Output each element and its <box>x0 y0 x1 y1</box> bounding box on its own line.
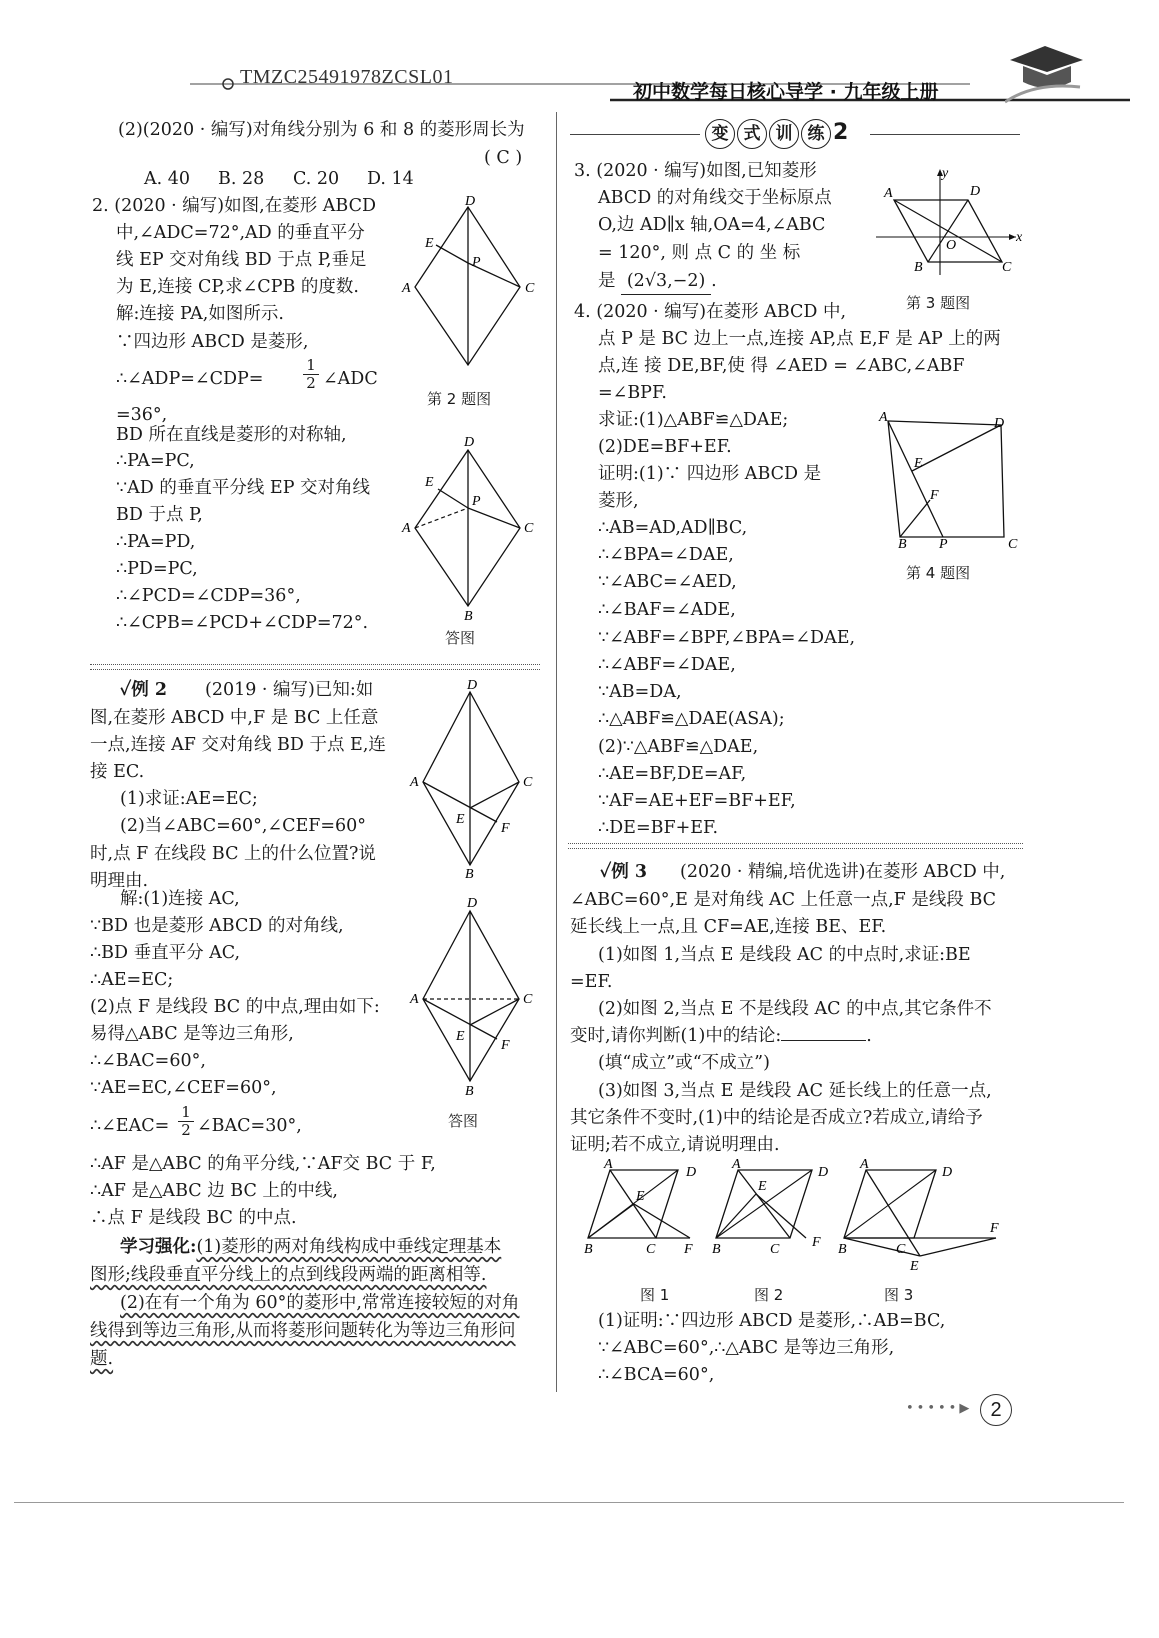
q4-proof-line: 菱形, <box>598 491 639 511</box>
ex3-caption-2: 图 2 <box>754 1286 784 1304</box>
q2-solution-line: ∴∠ADP=∠CDP= <box>116 369 264 389</box>
svg-text:C: C <box>1002 260 1012 275</box>
ex3-figure-3 <box>836 1158 1011 1273</box>
ex2-solution-line: 解:(1)连接 AC, <box>120 889 240 909</box>
q2-solution-line: ∴∠CPB=∠PCD+∠CDP=72°. <box>116 613 369 633</box>
q4-proof-line: ∴∠BPA=∠DAE, <box>598 545 734 565</box>
check-icon: ✓ <box>120 680 132 700</box>
q1-2-option-b: B. 28 <box>218 169 265 189</box>
section-char: 式 <box>737 119 767 149</box>
svg-text:A: A <box>402 521 411 536</box>
section-separator <box>568 848 1023 849</box>
svg-text:D: D <box>942 1165 953 1180</box>
section-separator <box>90 669 540 670</box>
q4-proof-line: (2)∵△ABF≌△DAE, <box>598 737 759 757</box>
q2-solution-line: ∴PA=PC, <box>116 451 195 471</box>
svg-text:A: A <box>402 281 411 296</box>
q2-solution-line: BD 所在直线是菱形的对称轴, <box>116 425 347 445</box>
svg-text:A: A <box>884 186 893 201</box>
svg-text:E: E <box>425 475 434 490</box>
q1-2-stem: (2)(2020 · 编写)对角线分别为 6 和 8 的菱形周长为 <box>118 120 525 140</box>
header-code: TMZC25491978ZCSL01 <box>240 66 454 88</box>
ex2-solution-line: ∴∠BAC=60°, <box>90 1051 206 1071</box>
ex2-line: 时,点 F 在线段 BC 上的什么位置?说 <box>90 844 376 864</box>
svg-text:F: F <box>930 488 939 503</box>
q3-line: = 120°, 则 点 C 的 坐 标 <box>598 243 801 263</box>
q4-proof-line: ∴AB=AD,AD∥BC, <box>598 518 748 538</box>
q4-caption: 第 4 题图 <box>906 564 971 582</box>
svg-text:C: C <box>1008 537 1018 550</box>
ex2-solution-line: ∴AE=EC; <box>90 970 174 990</box>
q4-line: =∠BPF. <box>598 383 667 403</box>
section-char: 变 <box>705 119 735 149</box>
ex2-solution-line: ∴BD 垂直平分 AC, <box>90 943 241 963</box>
q2-figure <box>398 195 548 375</box>
svg-text:D: D <box>994 416 1005 431</box>
svg-text:C: C <box>525 281 535 296</box>
ex2-line: 接 EC. <box>90 762 145 782</box>
ex2-line: (2019 · 编写)已知:如 <box>205 680 374 700</box>
study-line: (2)在有一个角为 60°的菱形中,常常连接较短的对角 <box>120 1293 520 1313</box>
ex3-proof-line: (1)证明:∵四边形 ABCD 是菱形,∴AB=BC, <box>598 1311 946 1331</box>
svg-text:A: A <box>410 775 419 790</box>
ex3-line: ∠ABC=60°,E 是对角线 AC 上任意一点,F 是线段 BC <box>570 890 997 910</box>
q4-proof-line: ∴∠ABF=∠DAE, <box>598 655 736 675</box>
svg-text:C: C <box>523 992 533 1007</box>
svg-text:A: A <box>604 1158 613 1172</box>
svg-text:E: E <box>425 236 434 251</box>
svg-text:A: A <box>410 992 419 1007</box>
ex2-solution-line: (2)点 F 是线段 BC 的中点,理由如下: <box>90 997 380 1017</box>
ex2-solution-line: ∵BD 也是菱形 ABCD 的对角线, <box>90 916 344 936</box>
svg-text:F: F <box>684 1242 693 1257</box>
q4-proof-line: ∴△ABF≌△DAE(ASA); <box>598 709 785 729</box>
section-number: 2 <box>833 120 849 145</box>
ex3-proof-line: ∴∠BCA=60°, <box>598 1365 715 1385</box>
q1-2-option-a: A. 40 <box>144 169 191 189</box>
q2-answer-figure <box>398 432 548 622</box>
study-line: 图形;线段垂直平分线上的点到线段两端的距离相等. <box>90 1265 487 1285</box>
q1-2-option-c: C. 20 <box>293 169 340 189</box>
q2-solution-line: ∴PD=PC, <box>116 559 198 579</box>
svg-text:C: C <box>523 775 533 790</box>
svg-text:E: E <box>914 456 923 471</box>
half-fraction <box>178 1104 194 1139</box>
q1-2-option-d: D. 14 <box>367 169 414 189</box>
fraction-denominator: 2 <box>181 1121 191 1139</box>
q1-2-answer: ( C ) <box>484 148 523 168</box>
ex2-solution-line: ∴AF 是△ABC 边 BC 上的中线, <box>90 1181 338 1201</box>
q4-proof-line: ∴∠BAF=∠ADE, <box>598 600 736 620</box>
ex3-line: (3)如图 3,当点 E 是线段 AC 延长线上的任意一点, <box>598 1081 992 1101</box>
section-banner <box>705 119 848 149</box>
page-number: 2 <box>980 1394 1012 1426</box>
q4-line: 点 P 是 BC 边上一点,连接 AP,点 E,F 是 AP 上的两 <box>598 329 1001 349</box>
svg-text:P: P <box>939 537 948 550</box>
svg-text:B: B <box>465 1084 474 1099</box>
q3-figure <box>876 165 1026 280</box>
q2-solution-line: ∵AD 的垂直平分线 EP 交对角线 <box>116 478 371 498</box>
q4-line: 求证:(1)△ABF≌△DAE; <box>598 410 789 430</box>
ex2-solution-line: ∠BAC=30°, <box>197 1116 302 1136</box>
svg-text:D: D <box>467 896 478 911</box>
ex2-solution-line: ∴点 F 是线段 BC 的中点. <box>90 1208 297 1228</box>
ex2-line: 图,在菱形 ABCD 中,F 是 BC 上任意 <box>90 708 379 728</box>
study-line: 线得到等边三角形,从而将菱形问题转化为等边三角形问 <box>90 1321 516 1341</box>
ex2-solution-line: ∴AF 是△ABC 的角平分线,∵AF交 BC 于 F, <box>90 1154 436 1174</box>
section-char: 练 <box>801 119 831 149</box>
q4-proof-line: 证明:(1)∵ 四边形 ABCD 是 <box>598 464 822 484</box>
ex3-line: (2)如图 2,当点 E 不是线段 AC 的中点,其它条件不 <box>598 999 992 1019</box>
ex3-proof-line: ∵∠ABC=60°,∴△ABC 是等边三角形, <box>598 1338 895 1358</box>
section-char: 训 <box>769 119 799 149</box>
q4-proof-line: ∴DE=BF+EF. <box>598 818 719 838</box>
svg-text:E: E <box>758 1179 767 1194</box>
fraction-denominator: 2 <box>306 374 316 392</box>
check-icon: ✓ <box>600 862 612 882</box>
q2-solution-line: ∠ADC <box>323 369 378 389</box>
q2-line: 线 EP 交对角线 BD 于点 P,垂足 <box>116 250 367 270</box>
ex2-line: (2)当∠ABC=60°,∠CEF=60° <box>120 816 367 836</box>
section-rule <box>570 134 700 135</box>
svg-text:y: y <box>942 166 949 181</box>
q4-line: 点,连 接 DE,BF,使 得 ∠AED = ∠ABC,∠ABF <box>598 356 965 376</box>
svg-text:O: O <box>946 238 957 253</box>
svg-text:C: C <box>646 1242 656 1257</box>
svg-text:x: x <box>1016 230 1023 245</box>
q4-proof-line: ∵∠ABC=∠AED, <box>598 572 737 592</box>
ex2-answer-caption: 答图 <box>448 1112 479 1130</box>
ex2-figure <box>405 680 550 885</box>
svg-text:B: B <box>712 1242 721 1257</box>
fraction-numerator: 1 <box>178 1104 194 1122</box>
svg-text:C: C <box>524 521 534 536</box>
svg-text:F: F <box>501 1038 510 1053</box>
ex3-line: 延长线上一点,且 CF=AE,连接 BE、EF. <box>570 917 887 937</box>
ex3-caption-1: 图 1 <box>640 1286 670 1304</box>
q2-answer-caption: 答图 <box>445 629 476 647</box>
ex3-line: (2020 · 精编,培优选讲)在菱形 ABCD 中, <box>680 862 1006 882</box>
ex3-line: (1)如图 1,当点 E 是线段 AC 的中点时,求证:BE <box>598 945 971 965</box>
page-dots: •••••▶ <box>906 1401 973 1416</box>
q2-line: 中,∠ADC=72°,AD 的垂直平分 <box>116 223 365 243</box>
q2-figure-caption: 第 2 题图 <box>427 390 492 408</box>
svg-text:D: D <box>818 1165 829 1180</box>
q4-figure <box>876 405 1026 550</box>
q2-solution-line: ∴∠PCD=∠CDP=36°, <box>116 586 301 606</box>
q3-caption: 第 3 题图 <box>906 294 971 312</box>
q4-line: (2)DE=BF+EF. <box>598 437 732 457</box>
section-separator <box>568 843 1023 844</box>
section-rule <box>870 134 1020 135</box>
fraction-numerator: 1 <box>303 357 319 375</box>
q3-line: 3. (2020 · 编写)如图,已知菱形 <box>574 161 817 181</box>
q2-line: 为 E,连接 CP,求∠CPB 的度数. <box>116 277 359 297</box>
q3-answer: (2√3,−2) <box>621 268 711 295</box>
ex2-solution-line: ∴∠EAC= <box>90 1116 170 1136</box>
svg-text:A: A <box>879 410 888 425</box>
ex2-answer-figure <box>405 895 550 1100</box>
q3-line: 是 (2√3,−2) . <box>598 268 717 295</box>
svg-text:C: C <box>896 1242 906 1257</box>
q2-line: 2. (2020 · 编写)如图,在菱形 ABCD <box>92 196 377 216</box>
svg-text:B: B <box>584 1242 593 1257</box>
ex3-line: (填“成立”或“不成立”) <box>598 1053 770 1073</box>
ex3-line: =EF. <box>570 972 613 992</box>
ex2-solution-line: ∵AE=EC,∠CEF=60°, <box>90 1078 277 1098</box>
svg-text:A: A <box>732 1158 741 1172</box>
ex3-line: 其它条件不变时,(1)中的结论是否成立?若成立,请给予 <box>570 1108 983 1128</box>
svg-text:E: E <box>636 1189 645 1204</box>
svg-text:D: D <box>467 680 478 693</box>
study-line: 学习强化:(1)菱形的两对角线构成中垂线定理基本 <box>120 1237 502 1257</box>
svg-text:B: B <box>914 260 923 275</box>
graduation-cap-icon <box>1005 42 1085 104</box>
svg-text:A: A <box>860 1158 869 1172</box>
svg-text:E: E <box>456 1029 465 1044</box>
example-3-label: ✓例 3 <box>600 862 648 882</box>
study-line: 题. <box>90 1349 114 1369</box>
svg-text:E: E <box>456 812 465 827</box>
study-label: 学习强化: <box>120 1237 197 1257</box>
svg-text:D: D <box>465 195 476 209</box>
q4-proof-line: ∵AB=DA, <box>598 682 682 702</box>
ex2-line: 明理由. <box>90 871 149 891</box>
svg-text:D: D <box>464 435 475 450</box>
column-divider <box>556 112 557 1392</box>
example-2-label: ✓例 2 <box>120 680 168 700</box>
q4-proof-line: ∵AF=AE+EF=BF+EF, <box>598 791 796 811</box>
q2-solution-line: =36°, <box>116 405 168 425</box>
svg-text:B: B <box>838 1242 847 1257</box>
q2-solution-line: ∴PA=PD, <box>116 532 196 552</box>
q2-solution-line: BD 于点 P, <box>116 505 203 525</box>
header-title: 初中数学每日核心导学 · 九年级上册 <box>633 81 939 103</box>
q3-line: ABCD 的对角线交于坐标原点 <box>598 188 832 208</box>
section-separator <box>90 664 540 665</box>
svg-text:F: F <box>812 1235 821 1250</box>
ex2-line: 一点,连接 AF 交对角线 BD 于点 E,连 <box>90 735 386 755</box>
svg-text:P: P <box>472 494 481 509</box>
ex2-line: (1)求证:AE=EC; <box>120 789 258 809</box>
ex2-solution-line: 易得△ABC 是等边三角形, <box>90 1024 294 1044</box>
svg-text:E: E <box>910 1259 919 1273</box>
svg-text:B: B <box>464 609 473 622</box>
header-bar <box>0 0 1159 110</box>
footer-rule <box>14 1502 1124 1503</box>
svg-text:D: D <box>686 1165 697 1180</box>
ex3-figure-1 <box>578 1158 708 1263</box>
ex3-line: 变时,请你判断(1)中的结论: . <box>570 1026 872 1046</box>
answer-blank <box>781 1040 866 1041</box>
q2-solution-line: 解:连接 PA,如图所示. <box>116 304 284 324</box>
svg-text:B: B <box>465 867 474 882</box>
ex3-figure-2 <box>708 1158 838 1263</box>
q4-proof-line: ∵∠ABF=∠BPF,∠BPA=∠DAE, <box>598 628 856 648</box>
svg-text:F: F <box>990 1221 999 1236</box>
q4-line: 4. (2020 · 编写)在菱形 ABCD 中, <box>574 302 847 322</box>
half-fraction <box>303 357 319 392</box>
svg-text:D: D <box>970 184 981 199</box>
ex3-caption-3: 图 3 <box>884 1286 914 1304</box>
q3-line: O,边 AD∥x 轴,OA=4,∠ABC <box>598 215 826 235</box>
svg-text:F: F <box>501 821 510 836</box>
svg-text:B: B <box>898 537 907 550</box>
ex3-line: 证明;若不成立,请说明理由. <box>570 1135 780 1155</box>
q2-solution-line: ∵四边形 ABCD 是菱形, <box>116 332 309 352</box>
svg-text:C: C <box>770 1242 780 1257</box>
q4-proof-line: ∴AE=BF,DE=AF, <box>598 764 747 784</box>
svg-text:P: P <box>472 255 481 270</box>
